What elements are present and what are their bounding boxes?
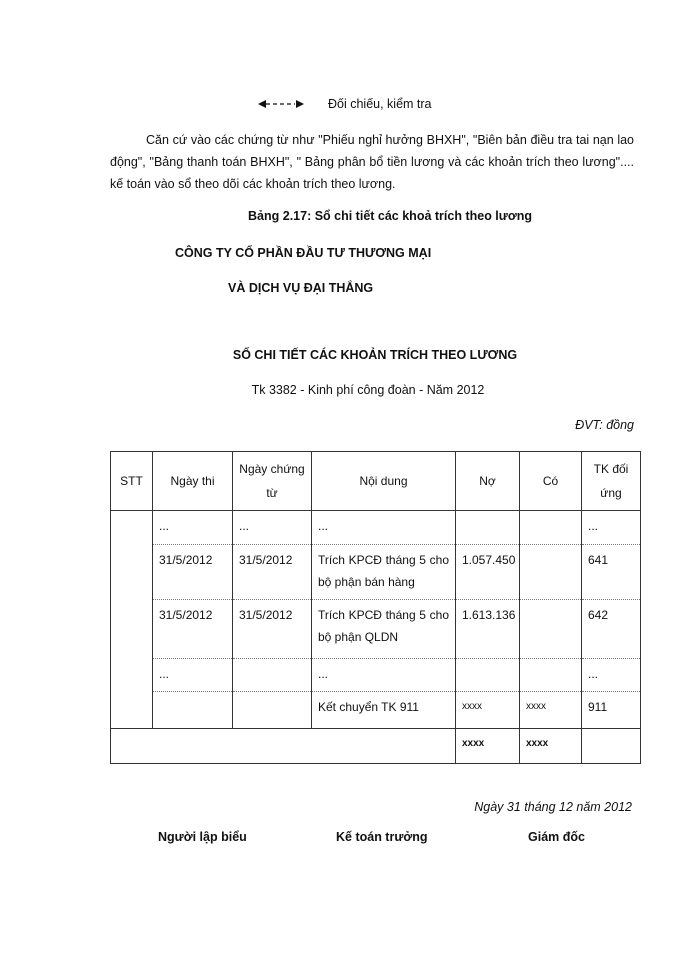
header-no: Nợ (456, 452, 520, 511)
total-no: xxxx (456, 729, 520, 764)
cell-ngay-thi: 31/5/2012 (153, 545, 233, 600)
dashed-double-arrow-icon (258, 99, 304, 109)
signature-chief-accountant: Kế toán trưởng (336, 830, 428, 844)
cell-noi-dung: Kết chuyển TK 911 (312, 692, 456, 729)
cell-tk: 911 (582, 692, 641, 729)
noi-dung-line-2: bộ phận QLDN (318, 630, 399, 644)
table-row (111, 511, 641, 545)
cell-noi-dung: ... (312, 511, 456, 545)
cell-noi-dung (312, 545, 456, 600)
table-row (111, 659, 641, 692)
noi-dung-line-1: Trích KPCĐ tháng 5 cho (318, 608, 449, 622)
cell-co (520, 600, 582, 659)
cell-ngay-thi: ... (153, 511, 233, 545)
cell-co (520, 511, 582, 545)
cell-ngay-chung-tu: 31/5/2012 (233, 600, 312, 659)
company-name-line-2: VÀ DỊCH VỤ ĐẠI THẮNG (228, 281, 374, 295)
total-tk (582, 729, 641, 764)
cell-ngay-chung-tu: 31/5/2012 (233, 545, 312, 600)
cell-no (456, 659, 520, 692)
cell-tk: 642 (582, 600, 641, 659)
currency-unit: ĐVT: đồng (575, 418, 634, 432)
header-tk-doi-ung: TK đối ứng (582, 452, 641, 511)
document-subtitle: Tk 3382 - Kinh phí công đoàn - Năm 2012 (251, 383, 485, 397)
cell-tk: ... (582, 659, 641, 692)
intro-text: Căn cứ vào các chứng từ như "Phiếu nghỉ hưởng BHXH", "Biên bản điều tra tai nạn lao động", "Bảng thanh toán BHXH", " Bảng phân bổ tiền lương và các khoản trích theo lương".... kế toán vào sổ theo dõi các khoản trích theo lương. (110, 133, 634, 191)
cell-ngay-chung-tu (233, 659, 312, 692)
cell-co: xxxx (520, 692, 582, 729)
header-ngay-thi: Ngày thi (153, 452, 233, 511)
table-row (111, 600, 641, 659)
cell-tk: ... (582, 511, 641, 545)
cell-co (520, 545, 582, 600)
cell-noi-dung: ... (312, 659, 456, 692)
cell-no: 1.613.136 (456, 600, 520, 659)
header-ngay-chung-tu: Ngày chứng từ (233, 452, 312, 511)
stt-cell (111, 511, 153, 729)
total-co: xxxx (520, 729, 582, 764)
header-co: Có (520, 452, 582, 511)
company-name-line-1: CÔNG TY CỔ PHẦN ĐẦU TƯ THƯƠNG MẠI (175, 246, 432, 260)
signature-preparer: Người lập biểu (158, 830, 247, 844)
cell-co (520, 659, 582, 692)
table-header-row (111, 452, 641, 511)
table-row (111, 692, 641, 729)
total-label-cell (111, 729, 456, 764)
noi-dung-line-1: Trích KPCĐ tháng 5 cho (318, 553, 449, 567)
cell-no (456, 511, 520, 545)
signature-director: Giám đốc (528, 830, 585, 844)
cell-ngay-chung-tu: ... (233, 511, 312, 545)
header-noi-dung: Nội dung (312, 452, 456, 511)
table-caption: Bảng 2.17: Sổ chi tiết các khoả trích theo lương (248, 209, 532, 223)
cell-ngay-chung-tu (233, 692, 312, 729)
intro-paragraph (110, 129, 634, 195)
table-row (111, 545, 641, 600)
cell-ngay-thi: 31/5/2012 (153, 600, 233, 659)
table-total-row (111, 729, 641, 764)
ledger-table (110, 451, 641, 764)
legend-label: Đối chiếu, kiểm tra (328, 97, 432, 111)
legend (258, 97, 432, 111)
signing-date: Ngày 31 tháng 12 năm 2012 (474, 800, 632, 814)
document-title: SỔ CHI TIẾT CÁC KHOẢN TRÍCH THEO LƯƠNG (232, 348, 518, 362)
cell-ngay-thi (153, 692, 233, 729)
cell-tk: 641 (582, 545, 641, 600)
noi-dung-line-2: bộ phận bán hàng (318, 575, 415, 589)
header-stt: STT (111, 452, 153, 511)
cell-no: 1.057.450 (456, 545, 520, 600)
cell-ngay-thi: ... (153, 659, 233, 692)
cell-noi-dung (312, 600, 456, 659)
cell-no: xxxx (456, 692, 520, 729)
